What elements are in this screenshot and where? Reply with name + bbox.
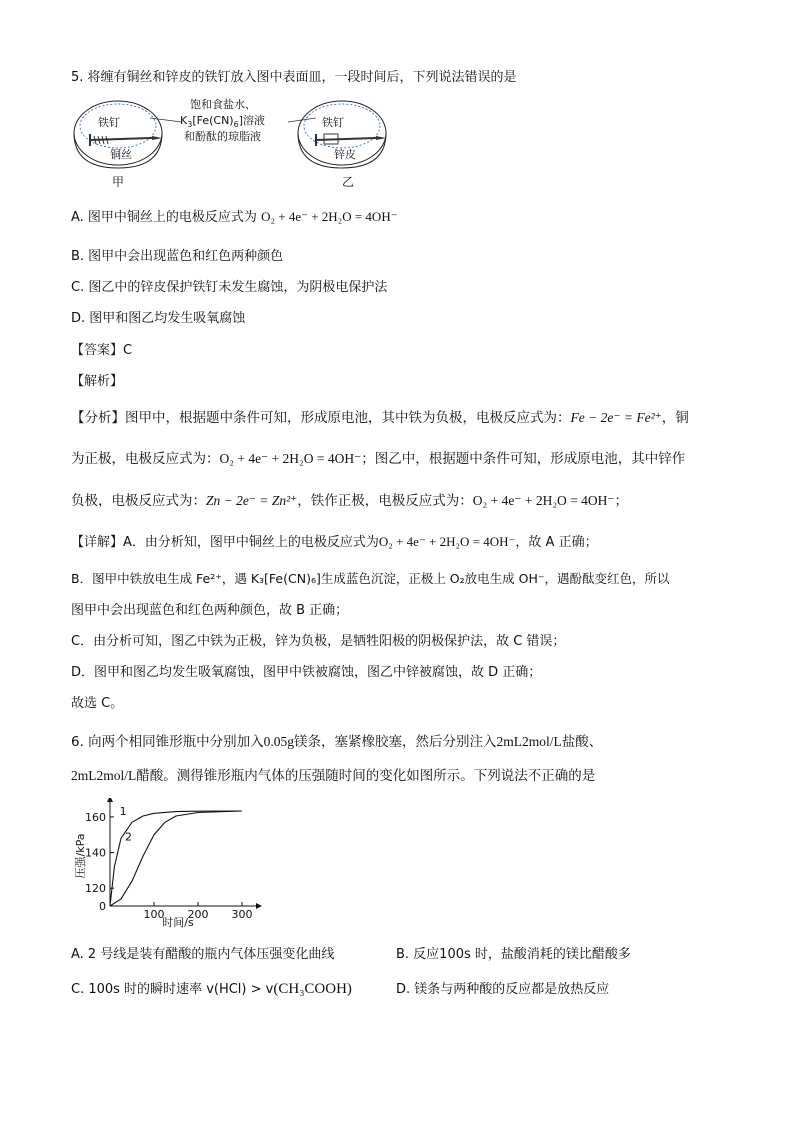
xiangjie-line-b2: 图甲中会出现蓝色和红色两种颜色，故 B 正确； xyxy=(71,603,349,618)
y-axis-label: 压强/kPa xyxy=(74,833,87,879)
xiangjie-eq: O₂ + 4e⁻ + 2H₂O = 4OH⁻ xyxy=(378,534,516,549)
x-axis-arrow xyxy=(256,903,262,909)
q6-option-b: B. 反应100s 时，盐酸消耗的镁比醋酸多 xyxy=(396,947,631,962)
y-axis-arrow xyxy=(107,798,113,802)
q5-answer xyxy=(71,339,132,358)
center-label-3: 和酚酞的琼脂液 xyxy=(184,130,261,143)
q6-mass: 0.05g xyxy=(263,734,295,749)
xiangjie-line-a xyxy=(71,531,598,550)
q6-stem-text: 镁条，塞紧橡胶塞，然后分别注入 xyxy=(294,734,497,750)
dish-jia-wire-label: 铜丝 xyxy=(110,148,132,161)
x-tick-label: 200 xyxy=(187,908,209,921)
q5-option-d: D. 图甲和图乙均发生吸氧腐蚀 xyxy=(71,311,246,326)
q5-option-a xyxy=(71,206,398,225)
y-tick-label: 160 xyxy=(85,810,106,824)
x-axis-label: 时间/s xyxy=(162,916,194,929)
y-tick-label: 0 xyxy=(99,900,106,913)
dish-yi xyxy=(298,101,386,189)
dish-yi-nail-label: 铁钉 xyxy=(322,116,344,129)
q5-stem: 5. 将缠有铜丝和锌皮的铁钉放入图中表面皿，一段时间后，下列说法错误的是 xyxy=(71,70,517,85)
dish-jia xyxy=(74,101,162,189)
x-tick-label: 100 xyxy=(143,908,165,921)
dish-jia-caption: 甲 xyxy=(112,175,125,189)
q6-conc-2: 2mL2mol/L xyxy=(71,768,137,783)
series-2-label: 2 xyxy=(124,830,132,844)
pressure-chart xyxy=(70,798,270,930)
fenxi-text: ，铁作正极，电极反应式为： xyxy=(297,493,473,509)
q6-option-d: D. 镁条与两种酸的反应都是放热反应 xyxy=(396,982,610,997)
dish-jia-nail-label: 铁钉 xyxy=(98,116,120,129)
fenxi-text: ；图乙中，根据题中条件可知，形成原电池，其中锌作 xyxy=(361,451,686,467)
q5-option-b: B. 图甲中会出现蓝色和红色两种颜色 xyxy=(71,249,284,264)
xiangjie-tag: 【详解】 xyxy=(71,535,124,550)
answer-value: C xyxy=(123,343,133,358)
q6-option-c xyxy=(71,978,352,998)
series-1-line xyxy=(110,811,242,906)
fenxi-text: ，铜 xyxy=(661,410,689,426)
fenxi-text: ； xyxy=(614,493,629,509)
q6-stem-line-2 xyxy=(71,764,595,784)
fenxi-text: 为正极，电极反应式为： xyxy=(71,451,220,467)
center-label-2: $K_3[Fe(CN)_6]$溶液 xyxy=(180,114,265,129)
fenxi-line-3 xyxy=(71,489,628,509)
answer-tag: 【答案】 xyxy=(71,343,124,358)
center-label-1: 饱和食盐水、 xyxy=(190,98,256,111)
xiangjie-text: A．由分析知，图甲中铜丝上的电极反应式为 xyxy=(123,535,379,550)
fenxi-eq-zn: Zn − 2e⁻ = Zn²⁺ xyxy=(206,493,298,508)
q6-stem-text: 6. 向两个相同锥形瓶中分别加入 xyxy=(71,734,264,750)
series-1-label: 1 xyxy=(119,804,127,818)
fenxi-text: 图甲中，根据题中条件可知，形成原电池，其中铁为负极，电极反应式为： xyxy=(125,410,571,426)
xiangjie-line-c: C．由分析可知，图乙中铁为正极，锌为负极，是牺牲阳极的阴极保护法，故 C 错误； xyxy=(71,634,566,649)
q6-option-a: A. 2 号线是装有醋酸的瓶内气体压强变化曲线 xyxy=(71,947,335,962)
q6-option-c-text: C. 100s 时的瞬时速率 v(HCl) > v xyxy=(71,982,274,997)
xiangjie-line-b1: B．图甲中铁放电生成 Fe²⁺，遇 K₃[Fe(CN)₆]生成蓝色沉淀，正极上 O₂放电生成 OH⁻，遇酚酞变红色，所以 xyxy=(71,571,670,586)
q6-conc-1: 2mL2mol/L xyxy=(496,734,562,749)
dish-yi-wire-label: 锌皮 xyxy=(334,148,356,161)
q6-stem-text: 盐酸、 xyxy=(561,734,603,750)
conclusion: 故选 C。 xyxy=(71,696,124,711)
x-tick-label: 300 xyxy=(231,908,253,921)
fenxi-text: 负极，电极反应式为： xyxy=(71,493,206,509)
fenxi-tag: 【分析】 xyxy=(71,410,125,426)
fenxi-eq-o2-2: O₂ + 4e⁻ + 2H₂O = 4OH⁻ xyxy=(472,493,615,508)
fenxi-eq-o2: O₂ + 4e⁻ + 2H₂O = 4OH⁻ xyxy=(219,451,362,466)
xiangjie-line-d: D．图甲和图乙均发生吸氧腐蚀，图甲中铁被腐蚀，图乙中锌被腐蚀，故 D 正确； xyxy=(71,665,542,680)
y-tick-label: 140 xyxy=(85,846,106,860)
q6-stem-text: 醋酸。测得锥形瓶内气体的压强随时间的变化如图所示。下列说法不正确的是 xyxy=(136,768,596,784)
y-tick-label: 120 xyxy=(85,882,106,896)
q5-option-a-text: A. 图甲中铜丝上的电极反应式为 xyxy=(71,210,257,225)
q5-option-c: C. 图乙中的锌皮保护铁钉未发生腐蚀，为阴极电保护法 xyxy=(71,280,388,295)
fenxi-line-2 xyxy=(71,447,685,467)
q6-stem-line-1 xyxy=(71,730,602,750)
q5-analysis-tag: 【解析】 xyxy=(71,374,124,389)
dish-yi-caption: 乙 xyxy=(342,175,355,189)
q5-figure xyxy=(70,96,390,192)
xiangjie-text: ，故 A 正确； xyxy=(515,535,598,550)
q5-option-a-eq: O₂ + 4e⁻ + 2H₂O = 4OH⁻ xyxy=(261,209,398,224)
fenxi-line-1 xyxy=(71,406,689,426)
q6-option-c-formula: (CH₃COOH) xyxy=(273,981,352,997)
fenxi-eq-fe: Fe − 2e⁻ = Fe²⁺ xyxy=(570,410,662,425)
